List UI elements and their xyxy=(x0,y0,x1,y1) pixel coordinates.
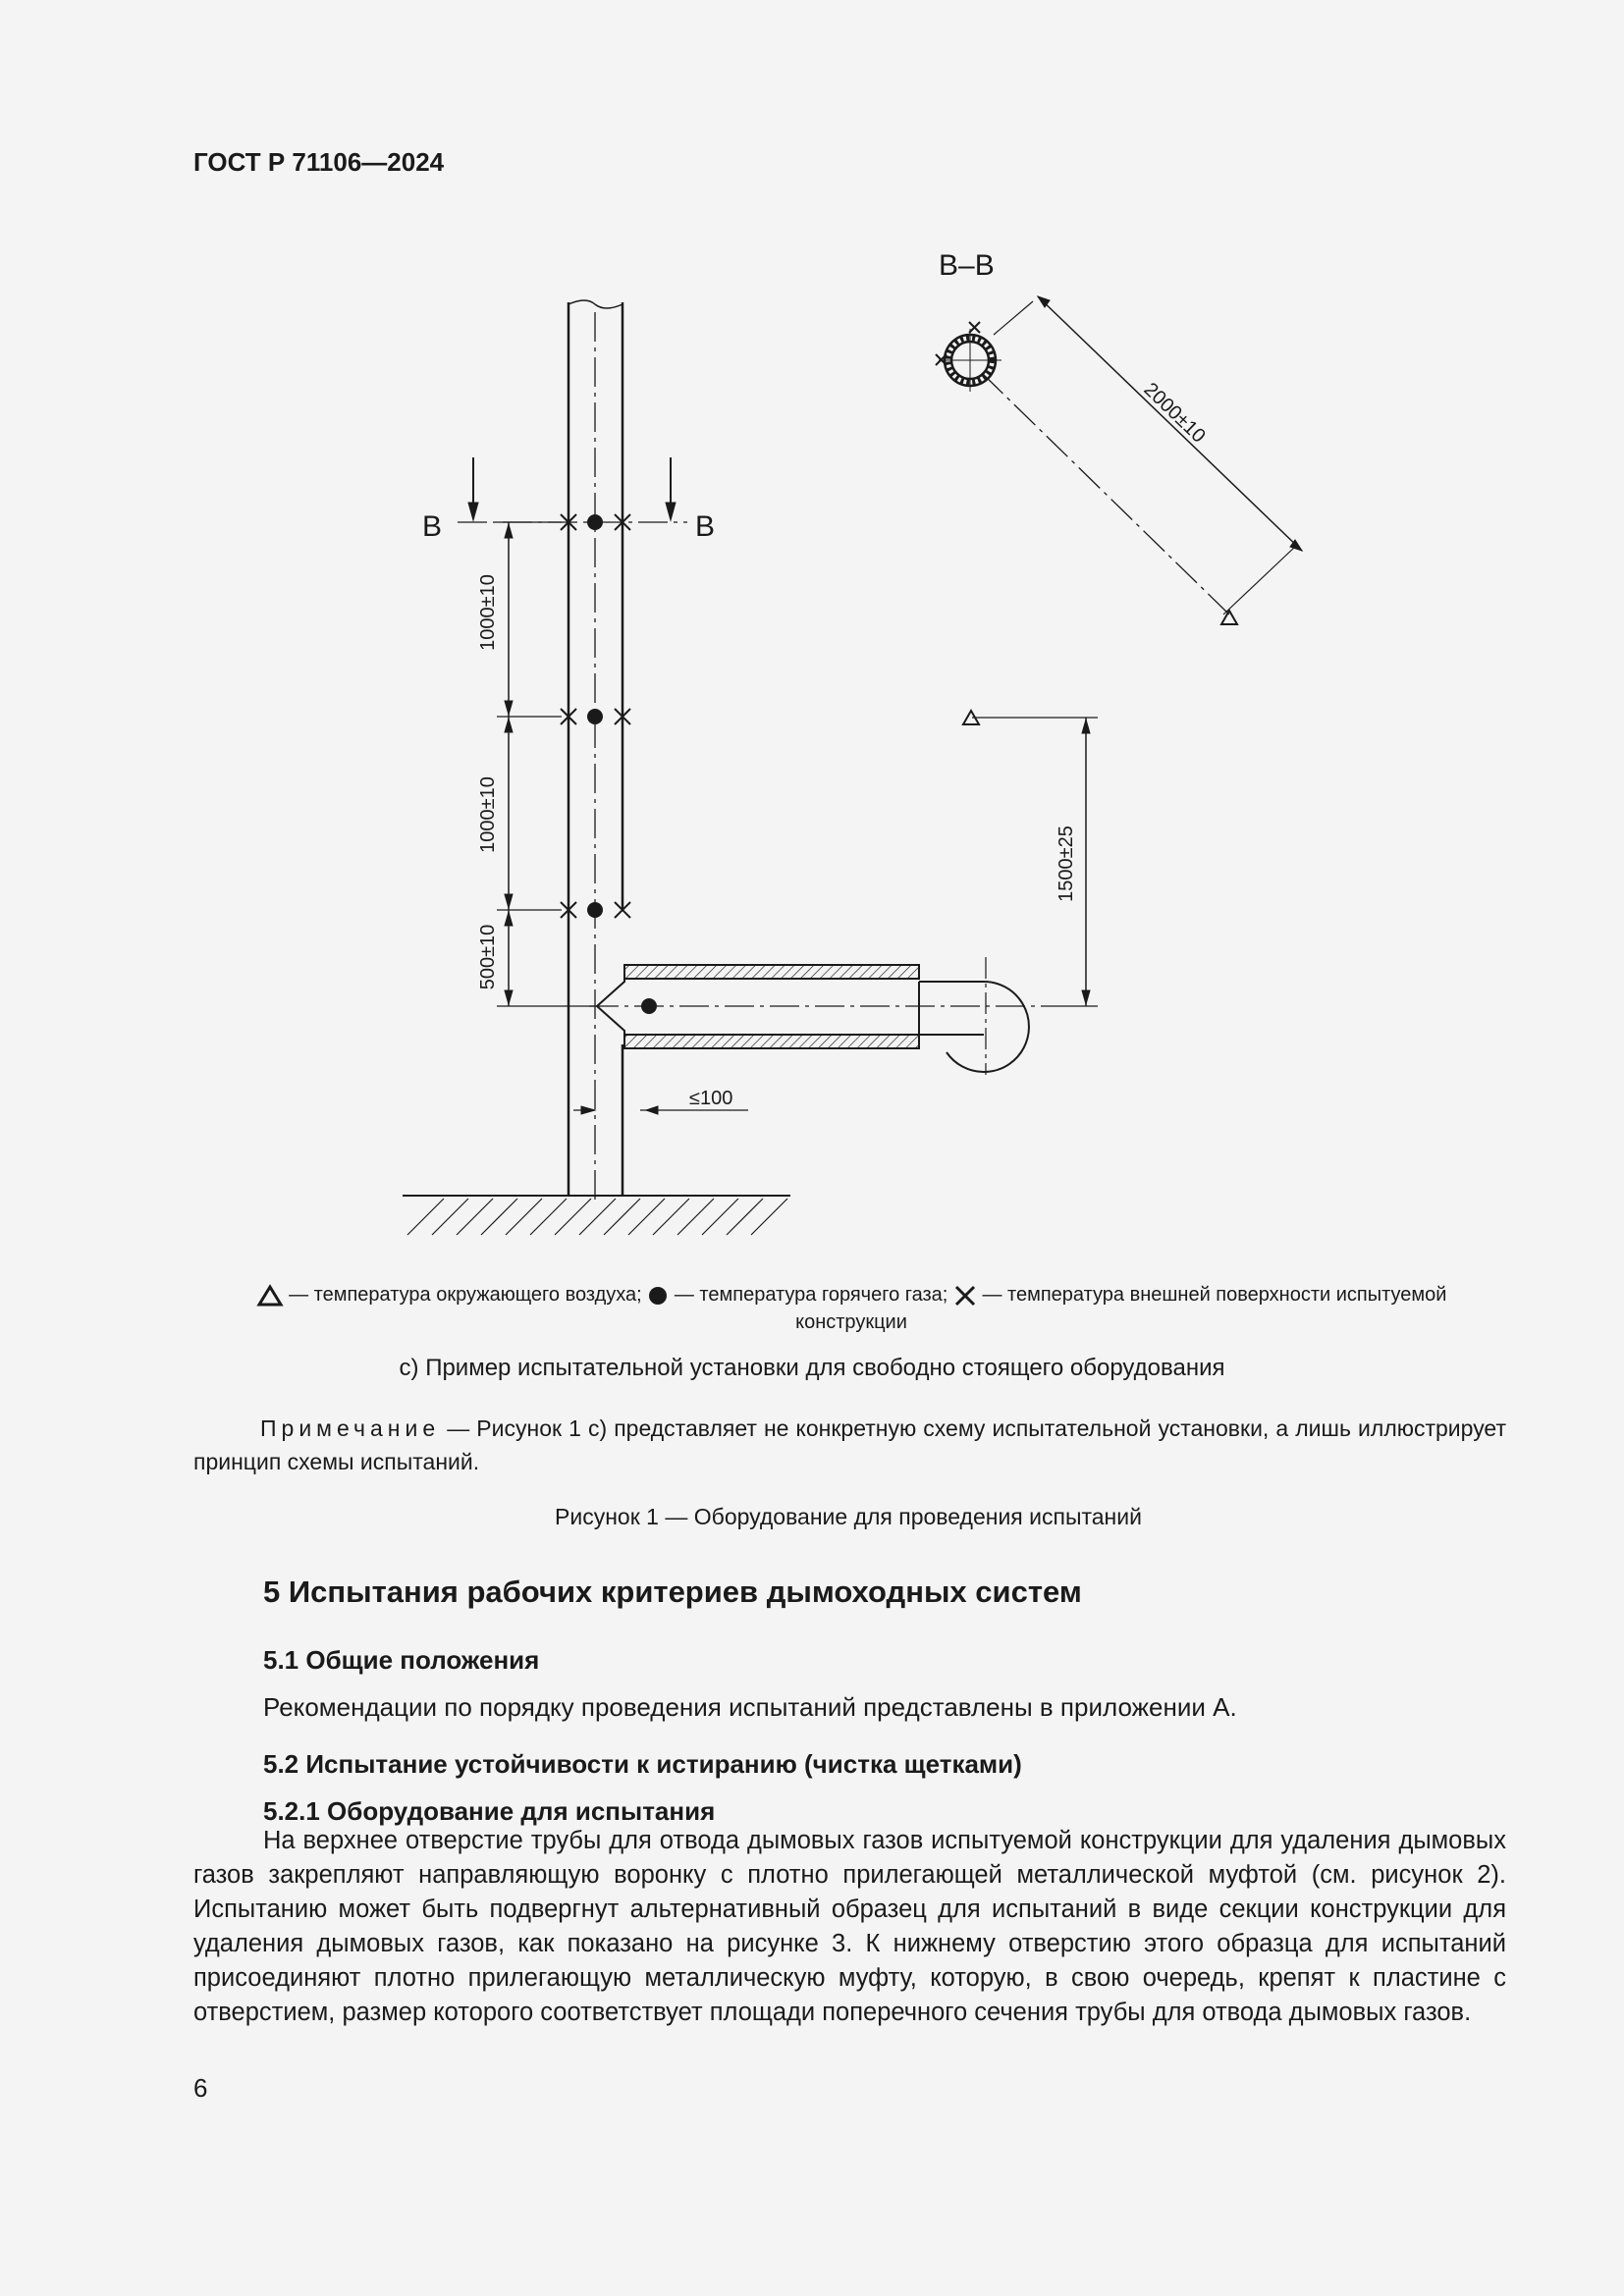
section-5-2-heading: 5.2 Испытание устойчивости к истиранию (чистка щетками) xyxy=(263,1749,1022,1779)
page-number: 6 xyxy=(193,2073,208,2103)
document-header: ГОСТ Р 71106—2024 xyxy=(193,147,445,177)
dimension-2000: 2000±10 xyxy=(1139,378,1210,448)
vertical-dimension-chain xyxy=(497,522,594,1006)
section-5-2-1-heading: 5.2.1 Оборудование для испытания xyxy=(263,1796,716,1826)
note-text: — Рисунок 1 с) представляет не конкретную схему испытательной установки, а лишь иллюстрирует принцип схемы испытаний. xyxy=(193,1415,1506,1474)
ground-hatching xyxy=(403,1196,790,1235)
horizontal-connector xyxy=(589,957,1039,1075)
section-5-2-1-text: На верхнее отверстие трубы для отвода дымовых газов испытуемой конструкции для удаления дымовых газов закрепляют направляющую воронку с плотно прилегающей металлической муфтой (см. рисунок 2). Испытанию может быть подвергнут альтернативный образец для испытаний в виде секции конструкции для удаления дымовых газов, как показано на рисунке 3. К нижнему отверстию этого образца для испытаний присоединяют плотно прилегающую металлическую муфту, которую, в свою очередь, крепят к пластине с отверстием, размер которого соответствует площади поперечного сечения трубы для отвода дымовых газов. xyxy=(193,1827,1506,2026)
surface-cross-icon xyxy=(953,1285,977,1307)
figure-legend xyxy=(193,1281,1509,1336)
ambient-height-dimension xyxy=(963,711,1098,1006)
figure-caption: Рисунок 1 — Оборудование для проведения испытаний xyxy=(555,1504,1142,1529)
figure-subcaption: с) Пример испытательной установки для свободно стоящего оборудования xyxy=(399,1355,1225,1381)
section-5-1-text: Рекомендации по порядку проведения испытаний представлены в приложении А. xyxy=(263,1692,1237,1722)
section-5-1-heading: 5.1 Общие положения xyxy=(263,1645,540,1675)
section-label: В–В xyxy=(939,249,995,282)
vertical-chimney xyxy=(568,300,623,1200)
dimension-500: 500±10 xyxy=(477,924,499,990)
dimension-1500: 1500±25 xyxy=(1056,826,1077,902)
legend-surface: — температура внешней поверхности испытуемой xyxy=(982,1284,1447,1306)
dimension-max-100: ≤100 xyxy=(689,1088,733,1109)
cut-label-left: В xyxy=(422,510,443,543)
section-cut-line xyxy=(458,457,687,522)
cut-label-right: В xyxy=(695,510,716,543)
figure-note xyxy=(193,1412,1506,1478)
legend-hot-gas: — температура горячего газа; xyxy=(674,1284,948,1306)
dimension-1000-upper: 1000±10 xyxy=(477,574,499,651)
legend-surface-cont: конструкции xyxy=(795,1311,907,1333)
section-view xyxy=(939,296,1302,624)
dimension-1000-lower: 1000±10 xyxy=(477,776,499,853)
note-label: Примечание xyxy=(260,1415,441,1441)
legend-ambient: — температура окружающего воздуха; xyxy=(289,1284,642,1306)
ambient-triangle-icon xyxy=(256,1284,284,1308)
hot-gas-dot-icon xyxy=(647,1285,669,1307)
section-5-heading: 5 Испытания рабочих критериев дымоходных систем xyxy=(263,1575,1082,1609)
